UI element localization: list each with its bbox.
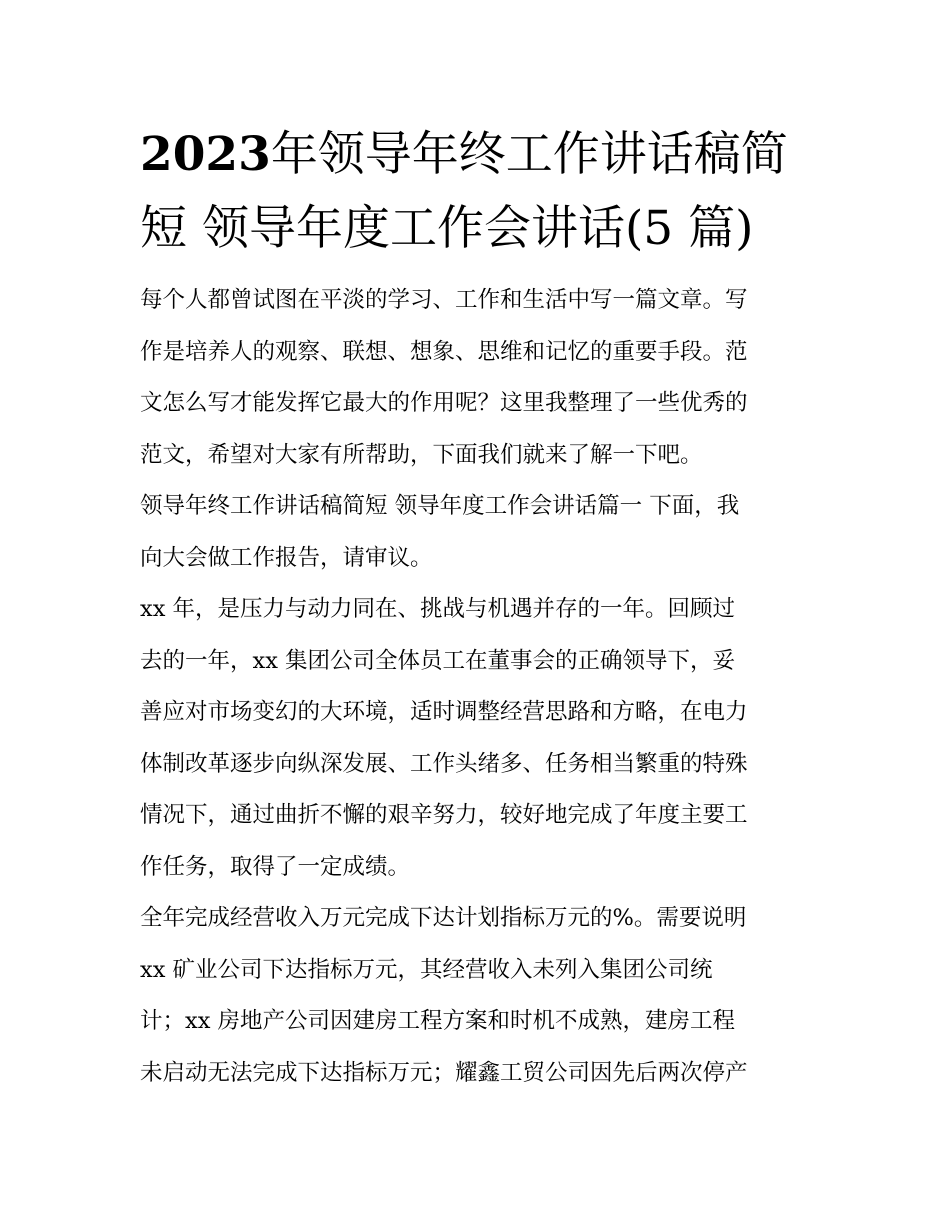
body-line: 全年完成经营收入万元完成下达计划指标万元的%。需要说明 — [140, 905, 747, 931]
title-text: 年领导年终工作讲话稿简 — [270, 127, 788, 182]
body-line: 文怎么写才能发挥它最大的作用呢？这里我整理了一些优秀的 — [140, 390, 748, 416]
document-body — [140, 280, 820, 1104]
title-line — [140, 118, 820, 192]
body-line: xx 矿业公司下达指标万元，其经营收入未列入集团公司统 — [140, 956, 713, 983]
body-line: 作任务，取得了一定成绩。 — [140, 853, 411, 880]
body-line: 善应对市场变幻的大环境，适时调整经营思路和方略，在电力 — [140, 699, 748, 725]
document-title — [140, 118, 820, 266]
title-year: 2023 — [140, 127, 271, 182]
body-line: 计；xx 房地产公司因建房工程方案和时机不成熟，建房工程 — [140, 1008, 736, 1034]
title-line — [140, 192, 820, 266]
body-line: 去的一年，xx 集团公司全体员工在董事会的正确领导下，妥 — [140, 647, 736, 674]
body-line: 体制改革逐步向纵深发展、工作头绪多、任务相当繁重的特殊 — [140, 750, 748, 777]
body-line: xx 年，是压力与动力同在、挑战与机遇并存的一年。回顾过 — [140, 596, 736, 622]
body-line: 每个人都曾试图在平淡的学习、工作和生活中写一篇文章。写 — [140, 287, 748, 313]
body-line: 情况下，通过曲折不懈的艰辛努力，较好地完成了年度主要工 — [140, 802, 748, 828]
body-line: 领导年终工作讲话稿简短 领导年度工作会讲话篇一 下面，我 — [140, 493, 740, 519]
body-line: 范文，希望对大家有所帮助，下面我们就来了解一下吧。 — [140, 441, 703, 468]
body-line: 未启动无法完成下达指标万元；耀鑫工贸公司因先后两次停产 — [140, 1059, 748, 1086]
title-text: 短 领导年度工作会讲话(5 篇) — [140, 201, 754, 256]
body-line: 向大会做工作报告，请审议。 — [140, 544, 433, 571]
body-line: 作是培养人的观察、联想、想象、思维和记忆的重要手段。范 — [140, 338, 748, 365]
